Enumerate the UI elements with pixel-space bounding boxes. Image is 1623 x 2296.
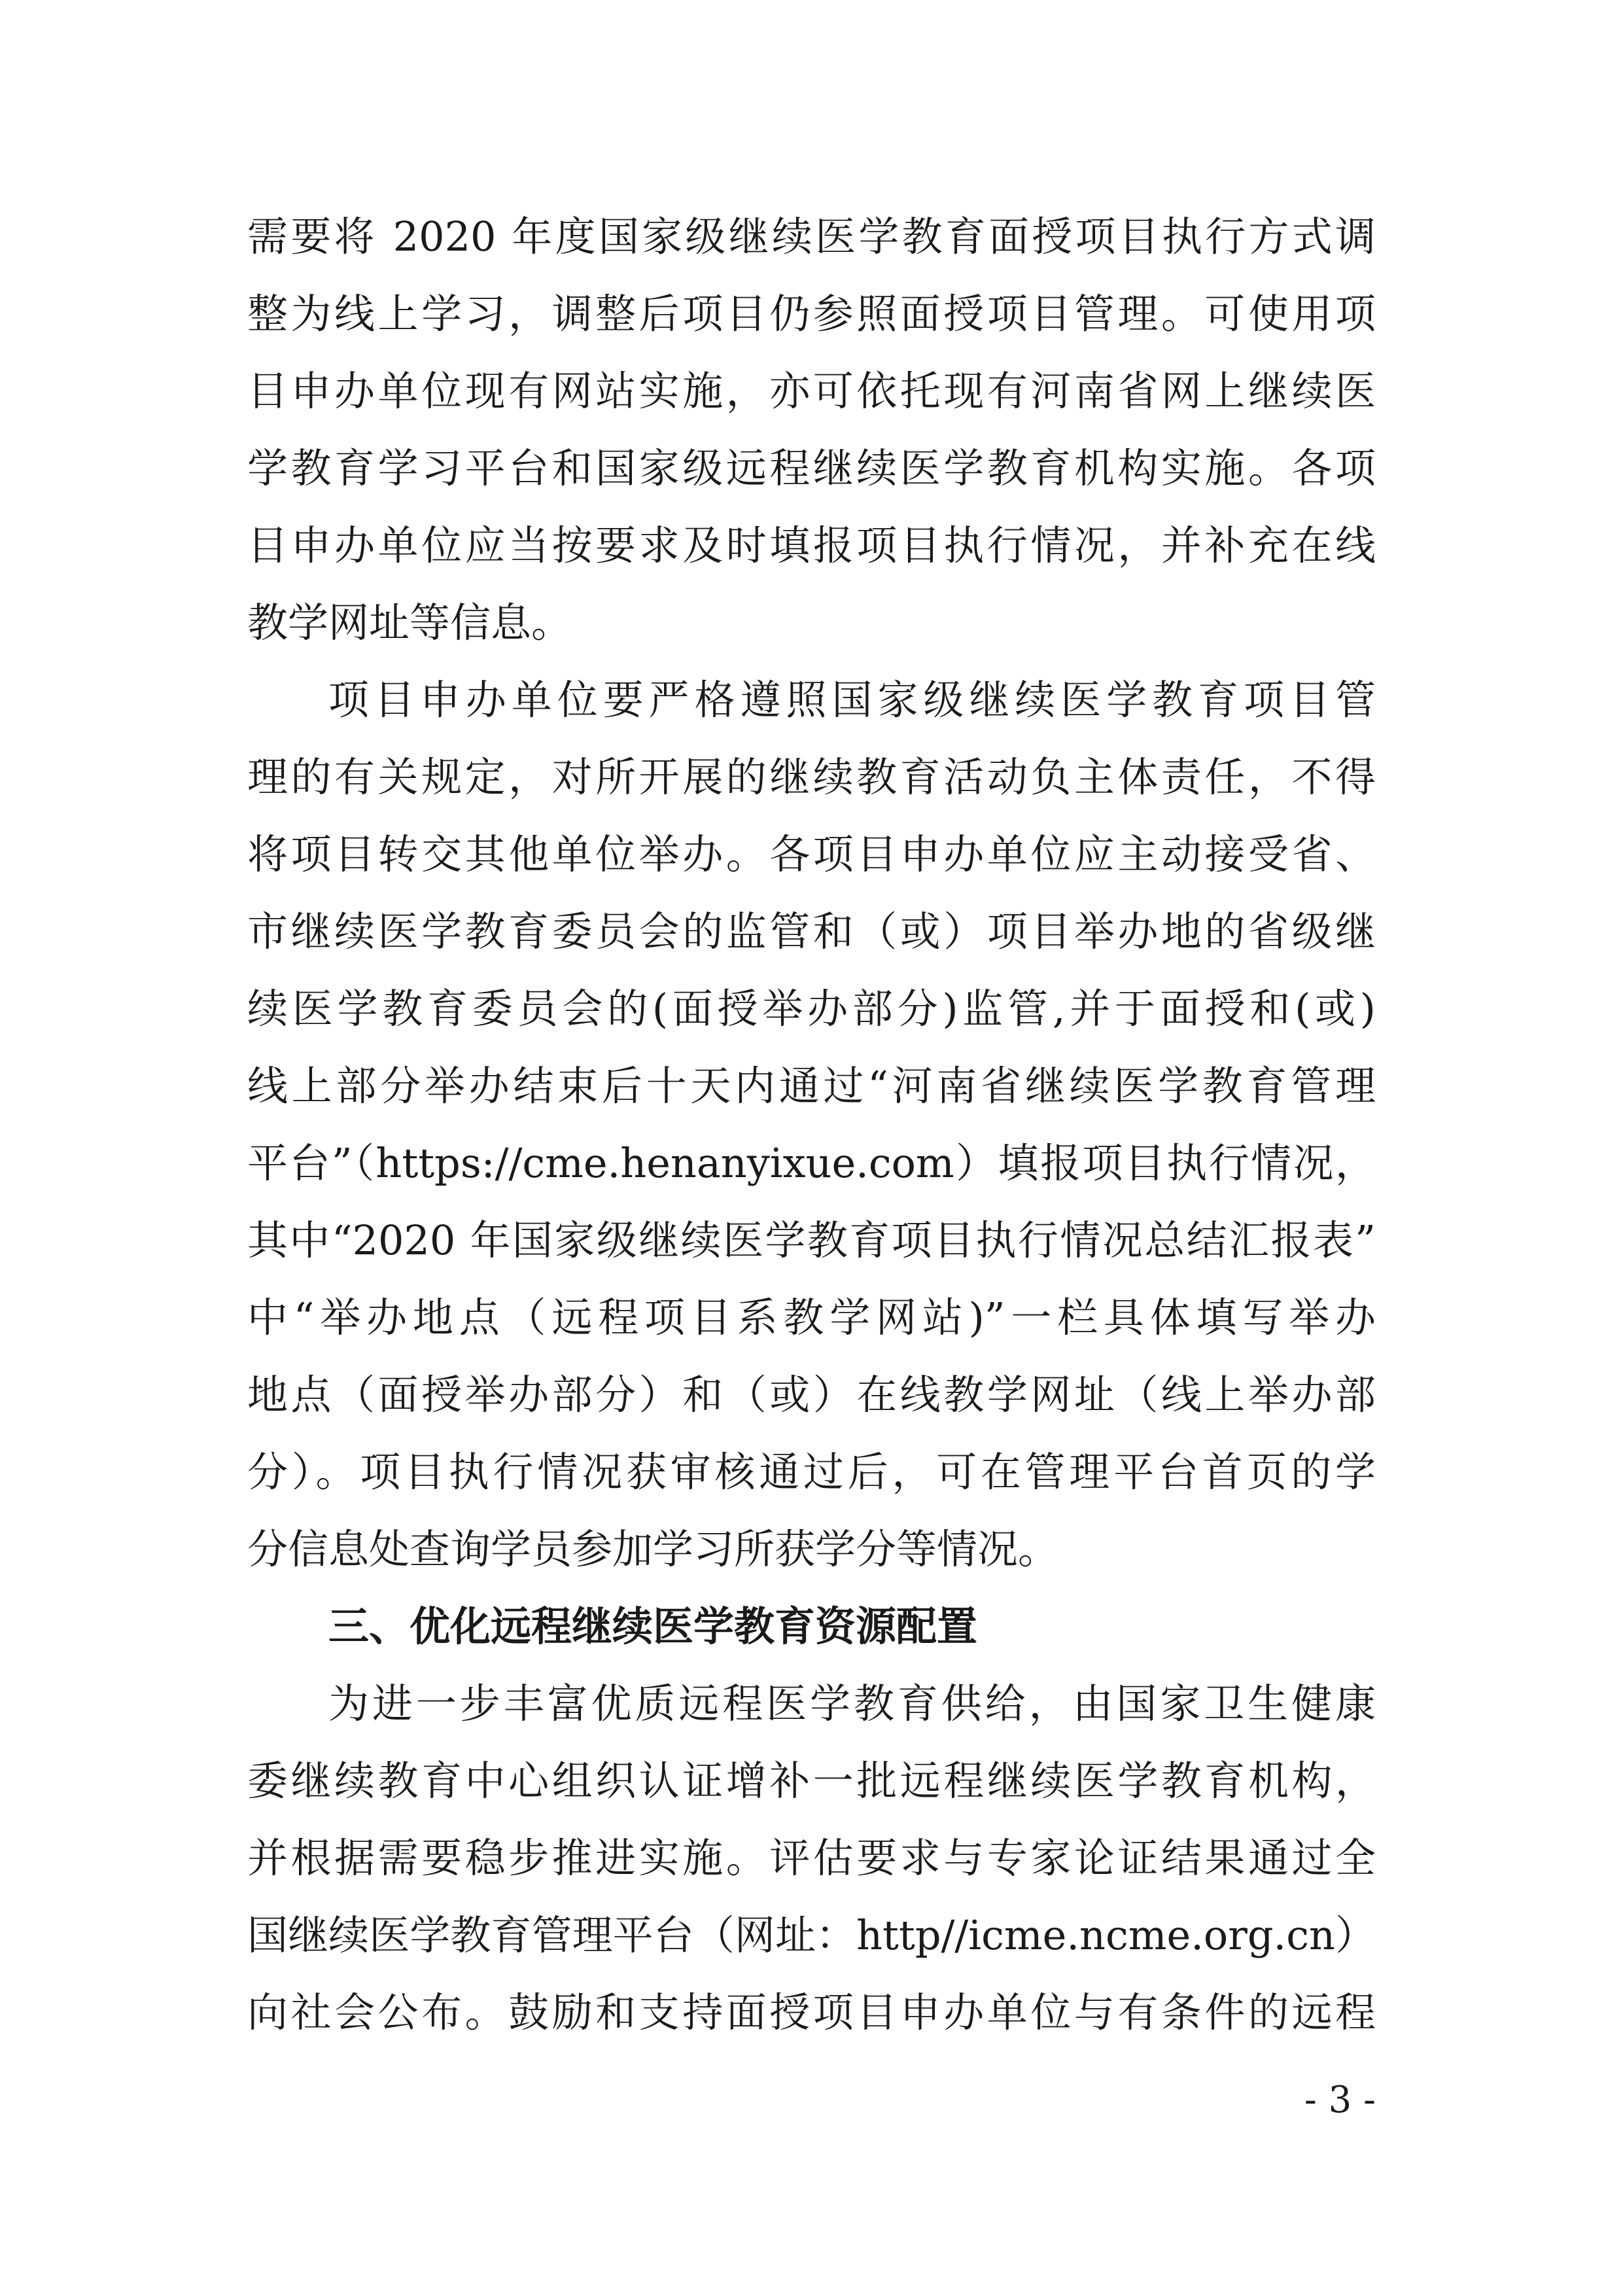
text-line: 线上部分举办结束后十天内通过“河南省继续医学教育管理 bbox=[247, 1062, 1376, 1110]
text-line: 续医学教育委员会的(面授举办部分)监管,并于面授和(或) bbox=[247, 985, 1376, 1033]
text-line: 教学网址等信息。 bbox=[247, 599, 572, 646]
text-line: 平台”（https://cme.henanyixue.com）填报项目执行情况， bbox=[247, 1139, 1376, 1187]
text-line: 为进一步丰富优质远程医学教育供给，由国家卫生健康 bbox=[328, 1680, 1376, 1727]
text-line: 委继续教育中心组织认证增补一批远程继续医学教育机构， bbox=[247, 1757, 1376, 1805]
text-line: 将项目转交其他单位举办。各项目申办单位应主动接受省、 bbox=[247, 830, 1376, 878]
text-line: 分信息处查询学员参加学习所获学分等情况。 bbox=[247, 1525, 1059, 1573]
text-line: 目申办单位现有网站实施，亦可依托现有河南省网上继续医 bbox=[247, 367, 1376, 415]
text-line: 需要将 2020 年度国家级继续医学教育面授项目执行方式调 bbox=[247, 213, 1376, 260]
text-line: 学教育学习平台和国家级远程继续医学教育机构实施。各项 bbox=[247, 444, 1376, 492]
text-line: 理的有关规定，对所开展的继续教育活动负主体责任，不得 bbox=[247, 753, 1376, 801]
text-line: 整为线上学习，调整后项目仍参照面授项目管理。可使用项 bbox=[247, 290, 1376, 338]
text-line: 向社会公布。鼓励和支持面授项目申办单位与有条件的远程 bbox=[247, 1988, 1376, 2036]
text-line: 地点（面授举办部分）和（或）在线教学网址（线上举办部 bbox=[247, 1371, 1376, 1419]
text-line: 市继续医学教育委员会的监管和（或）项目举办地的省级继 bbox=[247, 908, 1376, 955]
text-line: 项目申办单位要严格遵照国家级继续医学教育项目管 bbox=[328, 676, 1376, 724]
section-heading: 三、优化远程继续医学教育资源配置 bbox=[328, 1602, 978, 1650]
text-line: 并根据需要稳步推进实施。评估要求与专家论证结果通过全 bbox=[247, 1834, 1376, 1882]
text-line: 其中“2020 年国家级继续医学教育项目执行情况总结汇报表” bbox=[247, 1216, 1376, 1264]
text-line: 中“举办地点（远程项目系教学网站)”一栏具体填写举办 bbox=[247, 1294, 1376, 1341]
text-line: 目申办单位应当按要求及时填报项目执行情况，并补充在线 bbox=[247, 521, 1376, 569]
text-line: 分）。项目执行情况获审核通过后，可在管理平台首页的学 bbox=[247, 1448, 1376, 1496]
page-number: - 3 - bbox=[1304, 2079, 1376, 2121]
text-line: 国继续医学教育管理平台（网址：http//icme.ncme.org.cn） bbox=[247, 1911, 1376, 1959]
